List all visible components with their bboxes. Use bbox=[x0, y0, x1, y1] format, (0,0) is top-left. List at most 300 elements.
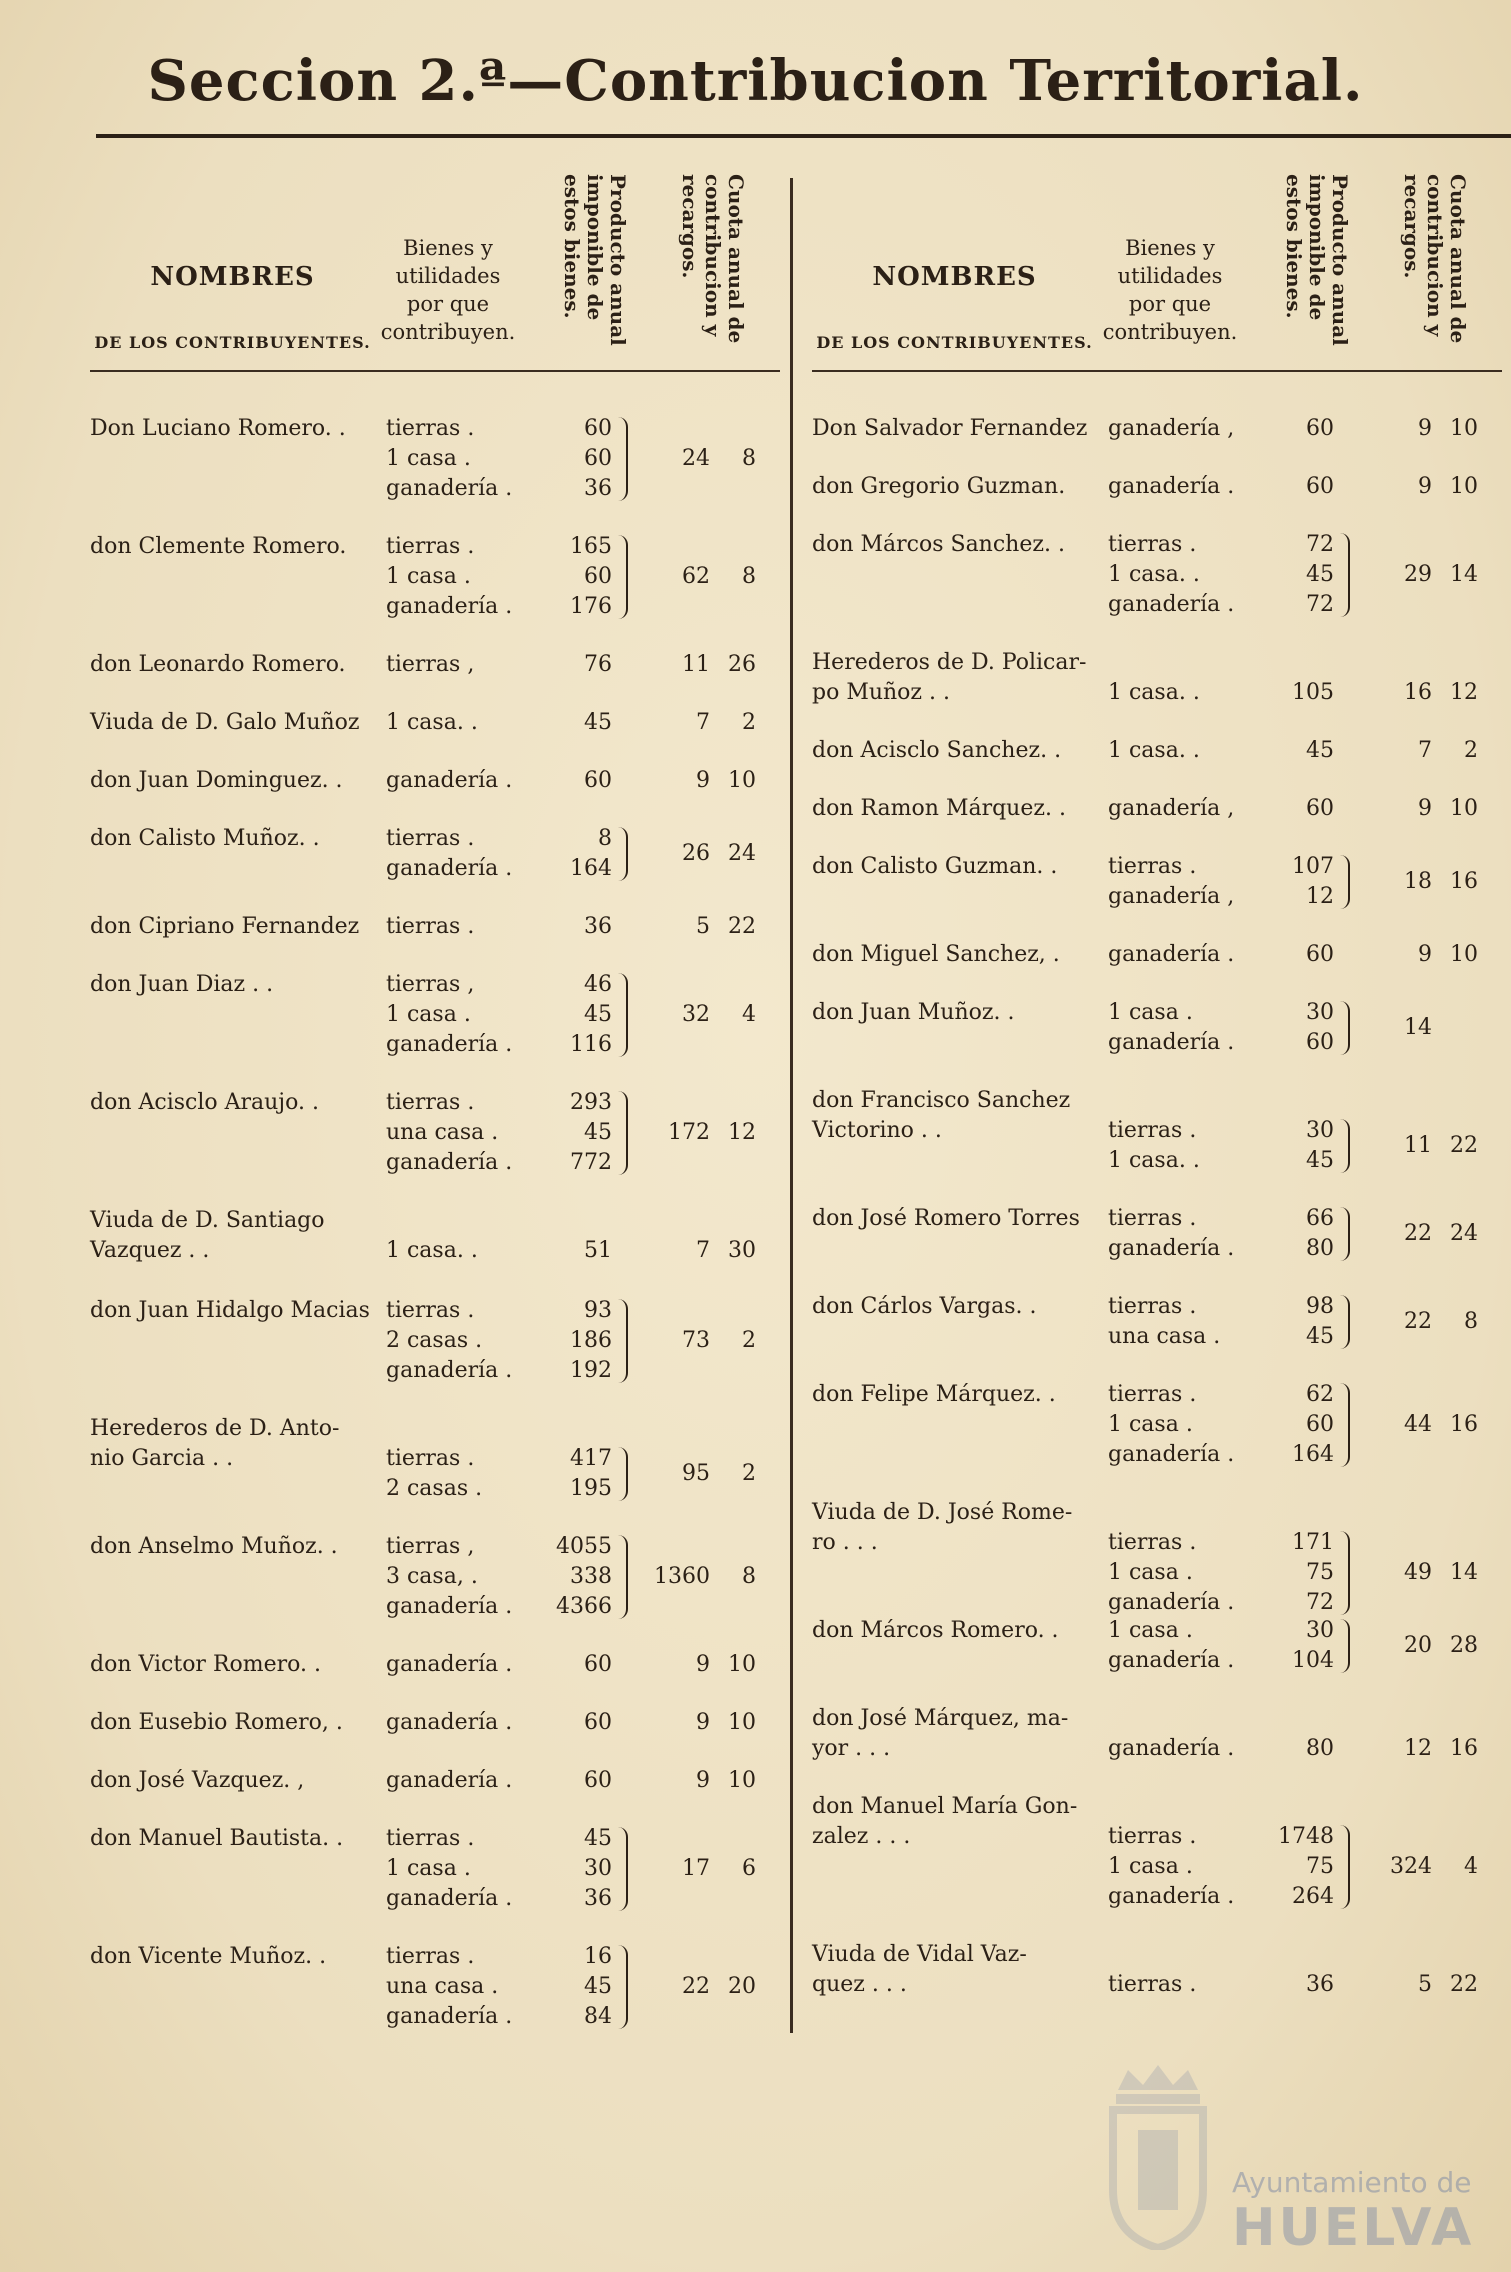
cuota-main: 9 bbox=[696, 1710, 710, 1735]
title-rule bbox=[96, 134, 1511, 138]
property-list bbox=[1108, 940, 1258, 970]
property-item: 1 casa. . bbox=[1108, 680, 1200, 705]
contributor-name: don Miguel Sanchez, . bbox=[812, 942, 1060, 967]
product-value: 84 bbox=[584, 2004, 612, 2029]
product-values bbox=[1252, 1204, 1334, 1264]
cuota-fraction: 14 bbox=[1450, 562, 1478, 587]
cuota-fraction: 10 bbox=[1450, 942, 1478, 967]
cuota-fraction: 10 bbox=[1450, 416, 1478, 441]
property-list bbox=[386, 650, 536, 680]
product-value: 36 bbox=[584, 476, 612, 501]
grouping-brace bbox=[616, 1945, 628, 2029]
contributor-name: don Márcos Sanchez. . bbox=[812, 532, 1065, 557]
cuota-fraction: 8 bbox=[742, 564, 756, 589]
property-item: ganadería . bbox=[1108, 1442, 1235, 1467]
cuota-main: 29 bbox=[1404, 562, 1432, 587]
contributor-name: don Márcos Romero. . bbox=[812, 1618, 1059, 1643]
contributor-name: Viuda de Vidal Vaz- quez . . . bbox=[812, 1942, 1027, 1997]
product-value: 772 bbox=[570, 1150, 612, 1175]
property-item: tierras , bbox=[386, 1534, 475, 1559]
cuota-fraction: 16 bbox=[1450, 1412, 1478, 1437]
product-value: 75 bbox=[1306, 1854, 1334, 1879]
cuota-fraction: 22 bbox=[1450, 1133, 1478, 1158]
grouping-brace bbox=[1338, 1119, 1350, 1173]
product-value: 60 bbox=[584, 1652, 612, 1677]
product-value: 60 bbox=[584, 416, 612, 441]
cuota-main: 18 bbox=[1404, 869, 1432, 894]
product-value: 107 bbox=[1292, 854, 1334, 879]
property-list bbox=[386, 766, 536, 796]
property-item: tierras . bbox=[386, 1298, 475, 1323]
property-item: tierras . bbox=[386, 914, 475, 939]
cuota-fraction: 4 bbox=[742, 1002, 756, 1027]
property-item: ganadería . bbox=[386, 594, 513, 619]
product-values bbox=[1252, 678, 1334, 708]
cuota-main: 324 bbox=[1390, 1854, 1432, 1879]
cuota-fraction: 2 bbox=[742, 710, 756, 735]
property-list bbox=[386, 1532, 536, 1622]
grouping-brace bbox=[1338, 1383, 1350, 1467]
grouping-brace bbox=[616, 1299, 628, 1383]
cuota-main: 172 bbox=[668, 1120, 710, 1145]
product-value: 80 bbox=[1306, 1736, 1334, 1761]
cuota-main: 9 bbox=[1418, 796, 1432, 821]
cuota-main: 9 bbox=[1418, 416, 1432, 441]
property-item: ganadería . bbox=[1108, 1736, 1235, 1761]
property-item: 1 casa . bbox=[1108, 1000, 1193, 1025]
product-value: 72 bbox=[1306, 532, 1334, 557]
contributor-name: Herederos de D. Anto- nio Garcia . . bbox=[90, 1416, 340, 1471]
product-values bbox=[530, 766, 612, 796]
property-list bbox=[386, 970, 536, 1060]
grouping-brace bbox=[616, 973, 628, 1057]
cuota-fraction: 24 bbox=[1450, 1221, 1478, 1246]
cuota-fraction: 10 bbox=[1450, 796, 1478, 821]
grouping-brace bbox=[616, 417, 628, 501]
product-value: 30 bbox=[584, 1856, 612, 1881]
property-list bbox=[386, 1824, 536, 1914]
product-values bbox=[530, 970, 612, 1060]
contributor-name: don Calisto Guzman. . bbox=[812, 854, 1058, 879]
cuota-main: 49 bbox=[1404, 1560, 1432, 1585]
cuota-main: 12 bbox=[1404, 1736, 1432, 1761]
property-list bbox=[1108, 1528, 1258, 1618]
product-value: 30 bbox=[1306, 1000, 1334, 1025]
property-item: 1 casa . bbox=[386, 1002, 471, 1027]
cuota-fraction: 16 bbox=[1450, 869, 1478, 894]
property-item: tierras . bbox=[1108, 1824, 1197, 1849]
grouping-brace bbox=[616, 827, 628, 881]
product-values bbox=[530, 1650, 612, 1680]
cuota-main: 5 bbox=[1418, 1972, 1432, 1997]
cuota-main: 24 bbox=[682, 446, 710, 471]
product-value: 45 bbox=[1306, 1148, 1334, 1173]
contributor-name: don Francisco Sanchez Victorino . . bbox=[812, 1088, 1071, 1143]
property-list bbox=[386, 1708, 536, 1738]
cuota-main: 11 bbox=[682, 652, 710, 677]
product-value: 60 bbox=[584, 1768, 612, 1793]
header-nombres: NOMBRES bbox=[872, 262, 1037, 292]
property-list bbox=[1108, 1970, 1258, 2000]
contributor-name: don Clemente Romero. bbox=[90, 534, 347, 559]
product-value: 4055 bbox=[556, 1534, 612, 1559]
cuota-main: 22 bbox=[1404, 1221, 1432, 1246]
property-list bbox=[386, 824, 536, 884]
product-value: 1748 bbox=[1278, 1824, 1334, 1849]
product-values bbox=[1252, 998, 1334, 1058]
property-item: tierras . bbox=[1108, 1972, 1197, 1997]
property-item: tierras . bbox=[1108, 854, 1197, 879]
product-values bbox=[1252, 1116, 1334, 1176]
product-value: 36 bbox=[1306, 1972, 1334, 1997]
property-item: ganadería . bbox=[386, 1358, 513, 1383]
cuota-main: 16 bbox=[1404, 680, 1432, 705]
cuota-main: 32 bbox=[682, 1002, 710, 1027]
property-item: 3 casa, . bbox=[386, 1564, 478, 1589]
property-item: tierras . bbox=[386, 1090, 475, 1115]
contributor-name: don Anselmo Muñoz. . bbox=[90, 1534, 338, 1559]
cuota-main: 14 bbox=[1404, 1015, 1432, 1040]
property-item: 1 casa. . bbox=[386, 1238, 478, 1263]
property-item: 1 casa . bbox=[1108, 1412, 1193, 1437]
cuota-fraction: 28 bbox=[1450, 1633, 1478, 1658]
watermark-line1: Ayuntamiento de bbox=[1232, 2166, 1472, 2199]
property-item: ganadería , bbox=[1108, 884, 1235, 909]
property-item: tierras . bbox=[386, 1944, 475, 1969]
product-value: 104 bbox=[1292, 1648, 1334, 1673]
cuota-fraction: 14 bbox=[1450, 1560, 1478, 1585]
product-value: 60 bbox=[1306, 416, 1334, 441]
product-values bbox=[1252, 736, 1334, 766]
cuota-main: 62 bbox=[682, 564, 710, 589]
contributor-name: don Leonardo Romero. bbox=[90, 652, 346, 677]
cuota-main: 9 bbox=[1418, 474, 1432, 499]
grouping-brace bbox=[1338, 855, 1350, 909]
product-values bbox=[1252, 940, 1334, 970]
property-item: ganadería . bbox=[386, 2004, 513, 2029]
property-list bbox=[386, 1296, 536, 1386]
header-producto: Producto anual imponible de estos bienes. bbox=[1282, 174, 1352, 346]
contributor-name: don Felipe Márquez. . bbox=[812, 1382, 1056, 1407]
property-item: ganadería . bbox=[1108, 592, 1235, 617]
city-seal-icon bbox=[1098, 2060, 1218, 2250]
property-item: ganadería . bbox=[386, 1768, 513, 1793]
property-list bbox=[386, 912, 536, 942]
header-producto: Producto anual imponible de estos bienes. bbox=[560, 174, 630, 346]
product-values bbox=[530, 414, 612, 504]
watermark-line2: HUELVA bbox=[1232, 2198, 1475, 2258]
contributor-name: don Acisclo Araujo. . bbox=[90, 1090, 319, 1115]
property-item: ganadería , bbox=[1108, 796, 1235, 821]
product-values bbox=[530, 650, 612, 680]
left-table-header bbox=[90, 170, 780, 372]
grouping-brace bbox=[616, 1447, 628, 1501]
property-list bbox=[1108, 530, 1258, 620]
property-item: ganadería . bbox=[1108, 1236, 1235, 1261]
grouping-brace bbox=[1338, 1001, 1350, 1055]
product-value: 60 bbox=[584, 768, 612, 793]
contributor-name: don Juan Hidalgo Macias bbox=[90, 1298, 370, 1323]
product-value: 36 bbox=[584, 914, 612, 939]
cuota-main: 1360 bbox=[654, 1564, 710, 1589]
property-list bbox=[386, 1236, 536, 1266]
product-value: 8 bbox=[598, 826, 612, 851]
property-item: ganadería . bbox=[1108, 1590, 1235, 1615]
cuota-main: 7 bbox=[696, 710, 710, 735]
product-value: 45 bbox=[584, 1826, 612, 1851]
property-item: 1 casa. . bbox=[1108, 1148, 1200, 1173]
product-value: 264 bbox=[1292, 1884, 1334, 1909]
cuota-fraction: 10 bbox=[728, 1710, 756, 1735]
property-item: una casa . bbox=[386, 1974, 499, 1999]
cuota-main: 11 bbox=[1404, 1133, 1432, 1158]
grouping-brace bbox=[1338, 1207, 1350, 1261]
property-item: 1 casa . bbox=[386, 446, 471, 471]
contributor-name: don Acisclo Sanchez. . bbox=[812, 738, 1062, 763]
grouping-brace bbox=[616, 1091, 628, 1175]
product-values bbox=[530, 1444, 612, 1504]
contributor-name: Don Luciano Romero. . bbox=[90, 416, 346, 441]
header-contribuyentes: DE LOS CONTRIBUYENTES. bbox=[816, 333, 1093, 352]
cuota-main: 26 bbox=[682, 841, 710, 866]
property-list bbox=[386, 532, 536, 622]
product-values bbox=[1252, 1822, 1334, 1912]
product-value: 75 bbox=[1306, 1560, 1334, 1585]
property-list bbox=[1108, 1116, 1258, 1176]
property-item: 1 casa. . bbox=[1108, 738, 1200, 763]
column-divider bbox=[790, 178, 793, 2033]
product-values bbox=[530, 1296, 612, 1386]
property-list bbox=[1108, 794, 1258, 824]
contributor-name: don Eusebio Romero, . bbox=[90, 1710, 343, 1735]
cuota-main: 17 bbox=[682, 1856, 710, 1881]
product-value: 60 bbox=[1306, 474, 1334, 499]
product-values bbox=[530, 532, 612, 622]
cuota-main: 7 bbox=[696, 1238, 710, 1263]
contributor-name: don José Vazquez. , bbox=[90, 1768, 305, 1793]
product-values bbox=[1252, 472, 1334, 502]
property-list bbox=[1108, 1204, 1258, 1264]
cuota-fraction: 2 bbox=[1464, 738, 1478, 763]
property-item: 2 casas . bbox=[386, 1328, 483, 1353]
cuota-fraction: 30 bbox=[728, 1238, 756, 1263]
contributor-name: Herederos de D. Policar- po Muñoz . . bbox=[812, 650, 1087, 705]
cuota-fraction: 22 bbox=[728, 914, 756, 939]
property-list bbox=[1108, 1292, 1258, 1352]
page-title: Seccion 2.ª—Contribucion Territorial. bbox=[147, 48, 1364, 114]
product-value: 186 bbox=[570, 1328, 612, 1353]
contributor-name: don Juan Muñoz. . bbox=[812, 1000, 1015, 1025]
product-value: 16 bbox=[584, 1944, 612, 1969]
product-value: 98 bbox=[1306, 1294, 1334, 1319]
contributor-name: don Calisto Muñoz. . bbox=[90, 826, 320, 851]
contributor-name: don Ramon Márquez. . bbox=[812, 796, 1066, 821]
cuota-fraction: 12 bbox=[728, 1120, 756, 1145]
product-value: 93 bbox=[584, 1298, 612, 1323]
property-list bbox=[1108, 414, 1258, 444]
product-value: 417 bbox=[570, 1446, 612, 1471]
property-item: una casa . bbox=[386, 1120, 499, 1145]
contributor-name: Viuda de D. Santiago Vazquez . . bbox=[90, 1208, 325, 1263]
property-list bbox=[386, 1650, 536, 1680]
property-item: tierras . bbox=[386, 1826, 475, 1851]
property-item: ganadería . bbox=[386, 1710, 513, 1735]
product-value: 45 bbox=[584, 710, 612, 735]
cuota-main: 9 bbox=[696, 1652, 710, 1677]
product-value: 36 bbox=[584, 1886, 612, 1911]
product-value: 293 bbox=[570, 1090, 612, 1115]
property-item: 1 casa . bbox=[1108, 1854, 1193, 1879]
header-cuota: Cuota anual de contribucion y recargos. bbox=[678, 174, 748, 344]
property-list bbox=[386, 708, 536, 738]
product-value: 45 bbox=[1306, 1324, 1334, 1349]
product-value: 60 bbox=[584, 1710, 612, 1735]
product-value: 80 bbox=[1306, 1236, 1334, 1261]
product-value: 45 bbox=[584, 1974, 612, 1999]
property-item: tierras . bbox=[386, 416, 475, 441]
contributor-name: don Juan Diaz . . bbox=[90, 972, 274, 997]
product-values bbox=[1252, 414, 1334, 444]
property-list bbox=[1108, 1616, 1258, 1676]
property-list bbox=[1108, 1380, 1258, 1470]
left-column bbox=[90, 170, 780, 2029]
cuota-fraction: 22 bbox=[1450, 1972, 1478, 1997]
property-item: tierras . bbox=[1108, 532, 1197, 557]
cuota-fraction: 20 bbox=[728, 1974, 756, 1999]
property-item: 1 casa. . bbox=[386, 710, 478, 735]
cuota-main: 22 bbox=[682, 1974, 710, 1999]
product-value: 45 bbox=[1306, 738, 1334, 763]
property-item: 1 casa. . bbox=[1108, 562, 1200, 587]
product-values bbox=[1252, 1292, 1334, 1352]
property-item: ganadería . bbox=[386, 768, 513, 793]
cuota-fraction: 10 bbox=[1450, 474, 1478, 499]
product-value: 62 bbox=[1306, 1382, 1334, 1407]
property-item: tierras . bbox=[1108, 1206, 1197, 1231]
product-values bbox=[530, 1824, 612, 1914]
contributor-name: don Juan Dominguez. . bbox=[90, 768, 343, 793]
product-values bbox=[1252, 1734, 1334, 1764]
property-list bbox=[386, 414, 536, 504]
cuota-fraction: 12 bbox=[1450, 680, 1478, 705]
product-value: 46 bbox=[584, 972, 612, 997]
contributor-name: Viuda de D. Galo Muñoz bbox=[90, 710, 360, 735]
product-value: 72 bbox=[1306, 592, 1334, 617]
property-item: ganadería . bbox=[386, 1594, 513, 1619]
contributor-name: don Vicente Muñoz. . bbox=[90, 1944, 327, 1969]
product-value: 60 bbox=[1306, 942, 1334, 967]
property-item: tierras , bbox=[386, 652, 475, 677]
product-value: 51 bbox=[584, 1238, 612, 1263]
cuota-fraction: 2 bbox=[742, 1461, 756, 1486]
cuota-main: 9 bbox=[1418, 942, 1432, 967]
property-item: 1 casa . bbox=[386, 1856, 471, 1881]
property-list bbox=[386, 1766, 536, 1796]
property-item: tierras . bbox=[1108, 1382, 1197, 1407]
contributor-name: don Cipriano Fernandez bbox=[90, 914, 360, 939]
product-value: 176 bbox=[570, 594, 612, 619]
product-values bbox=[530, 1088, 612, 1178]
cuota-main: 9 bbox=[696, 1768, 710, 1793]
product-values bbox=[530, 1708, 612, 1738]
cuota-fraction: 8 bbox=[1464, 1309, 1478, 1334]
grouping-brace bbox=[1338, 533, 1350, 617]
property-item: ganadería . bbox=[1108, 1884, 1235, 1909]
cuota-main: 7 bbox=[1418, 738, 1432, 763]
product-value: 171 bbox=[1292, 1530, 1334, 1555]
right-table-header bbox=[812, 170, 1502, 372]
property-item: ganadería . bbox=[1108, 1030, 1235, 1055]
product-value: 4366 bbox=[556, 1594, 612, 1619]
property-item: ganadería . bbox=[1108, 474, 1235, 499]
product-values bbox=[530, 1942, 612, 2032]
cuota-fraction: 26 bbox=[728, 652, 756, 677]
property-item: una casa . bbox=[1108, 1324, 1221, 1349]
property-list bbox=[1108, 736, 1258, 766]
right-column bbox=[812, 170, 1502, 1997]
product-values bbox=[530, 912, 612, 942]
property-list bbox=[386, 1088, 536, 1178]
grouping-brace bbox=[616, 1827, 628, 1911]
property-list bbox=[1108, 472, 1258, 502]
product-value: 338 bbox=[570, 1564, 612, 1589]
grouping-brace bbox=[1338, 1295, 1350, 1349]
cuota-fraction: 10 bbox=[728, 768, 756, 793]
property-list bbox=[1108, 1734, 1258, 1764]
cuota-main: 95 bbox=[682, 1461, 710, 1486]
property-item: tierras . bbox=[386, 1446, 475, 1471]
cuota-main: 5 bbox=[696, 914, 710, 939]
cuota-fraction: 8 bbox=[742, 446, 756, 471]
contributor-name: don José Márquez, ma- yor . . . bbox=[812, 1706, 1069, 1761]
header-bienes: Bienes y utilidades por que contribuyen. bbox=[380, 236, 516, 344]
property-item: ganadería . bbox=[386, 1150, 513, 1175]
product-values bbox=[1252, 794, 1334, 824]
property-item: 1 casa . bbox=[386, 564, 471, 589]
product-value: 76 bbox=[584, 652, 612, 677]
property-item: ganadería . bbox=[1108, 942, 1235, 967]
product-value: 164 bbox=[1292, 1442, 1334, 1467]
product-values bbox=[530, 1236, 612, 1266]
product-values bbox=[1252, 530, 1334, 620]
product-value: 12 bbox=[1306, 884, 1334, 909]
product-value: 165 bbox=[570, 534, 612, 559]
product-value: 105 bbox=[1292, 680, 1334, 705]
property-item: 1 casa . bbox=[1108, 1560, 1193, 1585]
property-list bbox=[1108, 998, 1258, 1058]
contributor-name: don Gregorio Guzman. bbox=[812, 474, 1066, 499]
grouping-brace bbox=[616, 1535, 628, 1619]
product-value: 60 bbox=[1306, 1030, 1334, 1055]
product-value: 72 bbox=[1306, 1590, 1334, 1615]
product-value: 60 bbox=[584, 564, 612, 589]
property-item: tierras . bbox=[1108, 1530, 1197, 1555]
property-item: tierras , bbox=[386, 972, 475, 997]
cuota-fraction: 16 bbox=[1450, 1736, 1478, 1761]
contributor-name: don José Romero Torres bbox=[812, 1206, 1080, 1231]
product-value: 164 bbox=[570, 856, 612, 881]
grouping-brace bbox=[1338, 1531, 1350, 1615]
product-value: 60 bbox=[584, 446, 612, 471]
cuota-fraction: 2 bbox=[742, 1328, 756, 1353]
product-value: 45 bbox=[584, 1120, 612, 1145]
contributor-name: Viuda de D. José Rome- ro . . . bbox=[812, 1500, 1073, 1555]
contributor-name: don Cárlos Vargas. . bbox=[812, 1294, 1037, 1319]
cuota-fraction: 10 bbox=[728, 1652, 756, 1677]
cuota-fraction: 4 bbox=[1464, 1854, 1478, 1879]
cuota-main: 73 bbox=[682, 1328, 710, 1353]
cuota-main: 20 bbox=[1404, 1633, 1432, 1658]
